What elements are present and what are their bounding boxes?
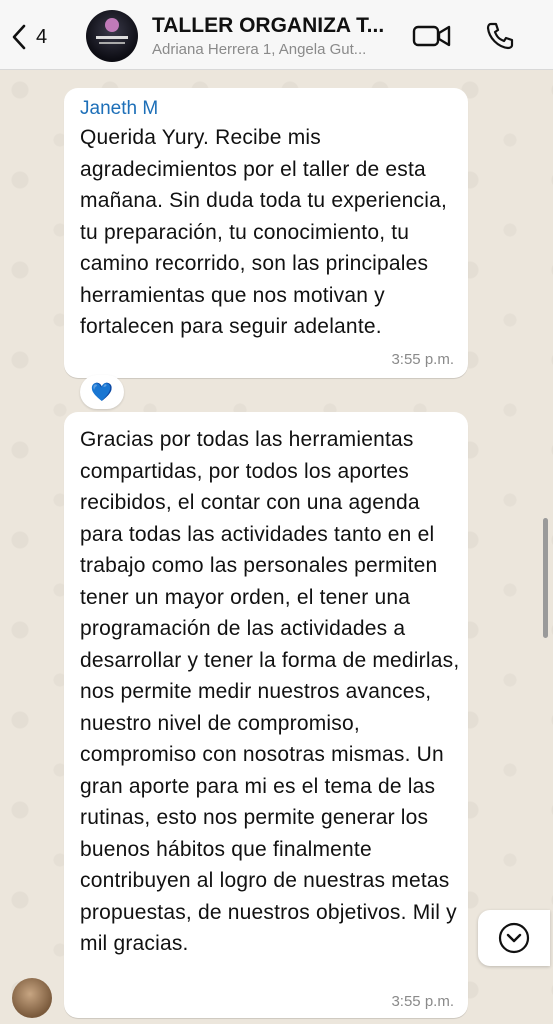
voice-call-button[interactable] [484,20,516,52]
message-time: 3:55 p.m. [391,351,454,368]
video-camera-icon [412,22,452,50]
chevron-left-icon [10,24,28,50]
scroll-to-bottom-button[interactable] [478,910,550,966]
chevron-down-circle-icon [497,921,531,955]
back-button[interactable] [10,22,70,52]
message-bubble[interactable] [64,88,468,378]
scrollbar[interactable] [543,518,548,638]
chat-header [0,0,553,70]
chat-members: Adriana Herrera 1, Angela Gut... [152,41,367,58]
unread-count: 4 [36,25,48,48]
chat-title: TALLER ORGANIZA T... [152,14,385,37]
video-call-button[interactable] [412,22,452,50]
group-avatar[interactable] [86,10,138,62]
message-text: Gracias por todas las herramientas compartidas, por todos los aportes recibidos, el contar con una agenda para todas las actividades tanto en el trabajo como las personales permiten tener un mayor orden, el tener una programación de las actividades a desarrollar y tener la forma de medirlas, nos permite medir nuestros avances, nuestro nivel de compromiso, compromiso con nosotras mismas. Un gran aporte para mi es el tema de las rutinas, esto nos permite generar los buenos hábitos que finalmente contribuyen al logro de nuestras metas propuestas, de nuestros objetivos. Mil y mil gracias. [80,428,460,955]
message-time: 3:55 p.m. [391,993,454,1010]
blue-heart-icon: 💙 [90,381,114,402]
chat-info[interactable] [152,14,402,58]
message-text: Querida Yury. Recibe mis agradecimientos por el taller de esta mañana. Sin duda toda tu experiencia, tu preparación, tu conocimiento, tu camino recorrido, son las principales herramientas que nos motivan y fortalecen para seguir adelante. [80,126,447,338]
message-sender[interactable]: Janeth M [80,98,159,119]
message-bubble[interactable] [64,412,468,1018]
message-reaction[interactable] [80,375,124,409]
sender-avatar[interactable] [12,978,52,1018]
phone-icon [484,20,516,52]
